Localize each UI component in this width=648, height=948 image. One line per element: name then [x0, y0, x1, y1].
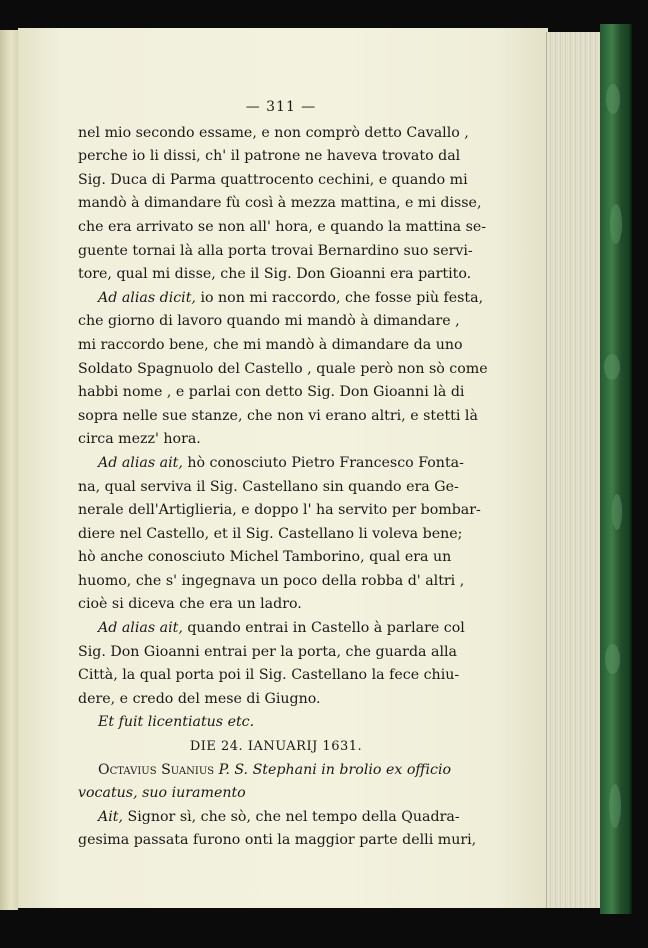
- text-line: guente tornai là alla porta trovai Bernardino suo servi-: [78, 242, 473, 259]
- book-cover: [600, 24, 632, 914]
- latin-phrase: P. S. Stephani in brolio ex officio: [214, 761, 452, 778]
- page-edges: [546, 32, 603, 908]
- text-line: [78, 617, 465, 641]
- text-line: habbi nome , e parlai con detto Sig. Don Gioanni là di: [78, 384, 465, 401]
- text-line: gesima passata furono onti la maggior parte delli muri,: [78, 832, 477, 849]
- witness-name: Octavius Suanius: [98, 761, 215, 778]
- text-line: sopra nelle sue stanze, che non vi erano altri, e stetti là: [78, 407, 478, 424]
- text-line: Soldato Spagnuolo del Castello , quale però non sò come: [78, 360, 488, 377]
- latin-phrase: Et fuit licentiatus etc.: [98, 714, 255, 731]
- latin-phrase: Ad alias ait,: [98, 454, 183, 471]
- latin-phrase: Ait,: [98, 808, 123, 825]
- text-line: circa mezz' hora.: [78, 431, 201, 448]
- text-line: tore, qual mi disse, che il Sig. Don Gioanni era partito.: [78, 266, 472, 283]
- latin-phrase: vocatus, suo iuramento: [78, 785, 246, 802]
- page-text: [78, 96, 488, 853]
- text-line: Sig. Don Gioanni entrai per la porta, che guarda alla: [78, 643, 457, 660]
- text-line: che era arrivato se non all' hora, e quando la mattina se-: [78, 218, 487, 235]
- text-line: hò anche conosciuto Michel Tamborino, qual era un: [78, 549, 452, 566]
- facing-page-edge: [0, 30, 18, 910]
- page-number: — 311 —: [245, 99, 317, 115]
- text-line: perche io li dissi, ch' il patrone ne haveva trovato dal: [78, 148, 461, 165]
- text-line: huomo, che s' ingegnava un poco della robba d' altri ,: [78, 572, 465, 589]
- latin-phrase: Ad alias ait,: [98, 620, 183, 637]
- text-line: mandò à dimandare fù così à mezza mattina, e mi disse,: [78, 195, 482, 212]
- text-segment: Signor sì, che sò, che nel tempo della Quadra-: [123, 808, 460, 825]
- text-line: [78, 452, 464, 476]
- text-segment: hò conosciuto Pietro Francesco Fonta-: [182, 454, 464, 471]
- text-line: [78, 287, 484, 311]
- text-line: [78, 806, 460, 830]
- text-line: nel mio secondo essame, e non comprò detto Cavallo ,: [78, 124, 469, 141]
- text-line: diere nel Castello, et il Sig. Castellano li voleva bene;: [78, 525, 463, 542]
- date-heading: DIE 24. IANUARIJ 1631.: [189, 739, 363, 755]
- text-line: na, qual serviva il Sig. Castellano sin quando era Ge-: [78, 478, 459, 495]
- text-line: Città, la qual porta poi il Sig. Castellano la fece chiu-: [78, 667, 460, 684]
- text-segment: io non mi raccordo, che fosse più festa,: [195, 289, 484, 306]
- text-segment: quando entrai in Castello à parlare col: [182, 620, 465, 637]
- latin-phrase: Ad alias dicit,: [98, 289, 196, 306]
- text-line: [78, 759, 452, 783]
- text-line: mi raccordo bene, che mi mandò à dimandare da uno: [78, 336, 463, 353]
- text-line: cioè si diceva che era un ladro.: [78, 596, 302, 613]
- text-line: Sig. Duca di Parma quattrocento cechini, e quando mi: [78, 171, 468, 188]
- text-line: dere, e credo del mese di Giugno.: [78, 690, 321, 707]
- text-line: che giorno di lavoro quando mi mandò à dimandare ,: [78, 313, 460, 330]
- text-line: nerale dell'Artiglieria, e doppo l' ha servito per bombar-: [78, 502, 481, 519]
